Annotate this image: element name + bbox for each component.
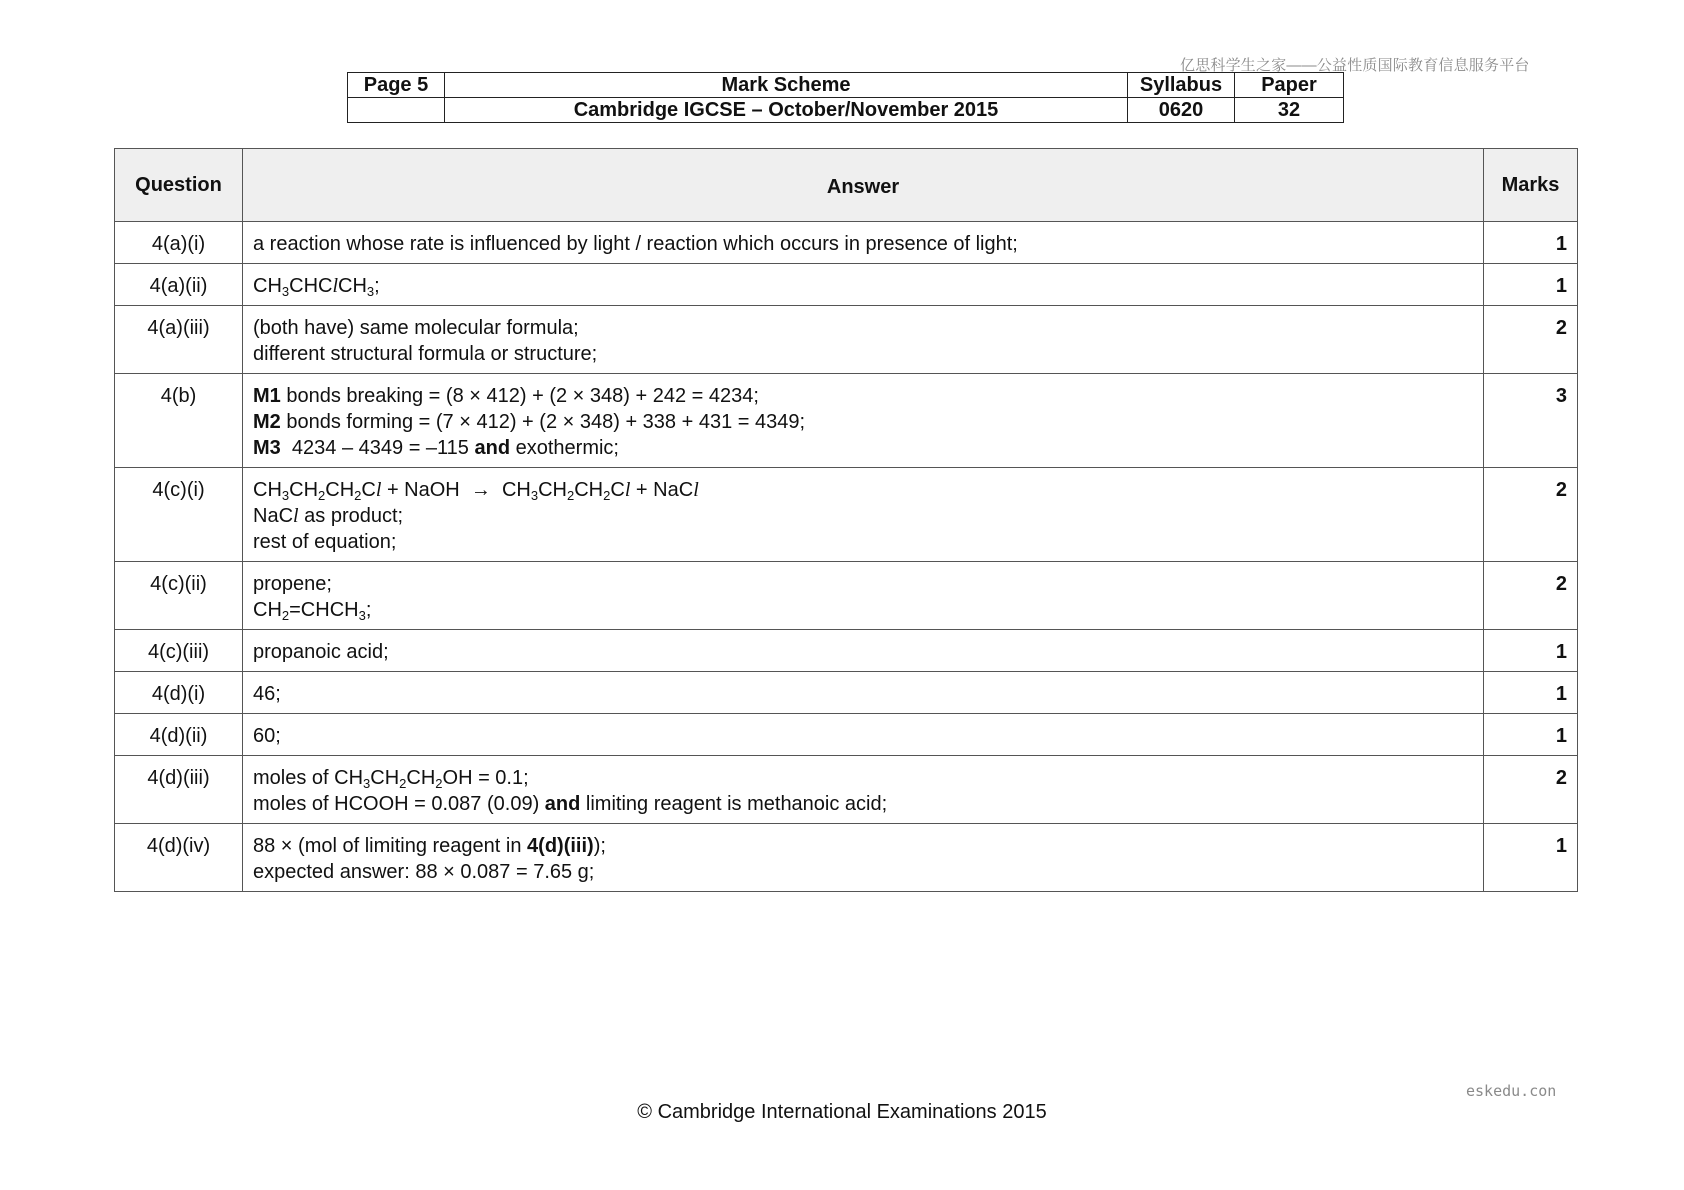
answer-cell: propanoic acid; [243,630,1484,672]
copyright-footer: © Cambridge International Examinations 2015 [637,1101,1047,1123]
marks-cell: 2 [1484,562,1578,630]
marks-cell: 2 [1484,468,1578,562]
question-cell: 4(d)(iv) [115,824,243,892]
column-header-question: Question [115,149,243,222]
marks-cell: 1 [1484,222,1578,264]
answer-cell [243,824,1484,892]
marks-cell: 1 [1484,672,1578,714]
answer-line: moles of $CH_3CH_2CH_2OH = 0.1$; [253,767,529,791]
marks-cell: 1 [1484,264,1578,306]
question-cell: 4(d)(iii) [115,756,243,824]
answer-line: M2 bonds forming = (7 × 412) + (2 × 348) + 338 + 431 = 4349; [253,411,806,433]
watermark-bottom: eskedu.con [1466,1082,1557,1100]
marks-cell: 1 [1484,824,1578,892]
table-row [115,468,1578,562]
answer-cell: 60; [243,714,1484,756]
answer-line: propene; [253,573,332,595]
header-table [347,72,1344,123]
question-cell: 4(c)(iii) [115,630,243,672]
page-number: Page 5 [348,73,445,98]
answer-cell: a reaction whose rate is influenced by light / reaction which occurs in presence of light; [243,222,1484,264]
table-row [115,630,1578,672]
marks-cell: 1 [1484,630,1578,672]
table-row [115,222,1578,264]
marks-cell: 1 [1484,714,1578,756]
table-row [115,824,1578,892]
syllabus-label: Syllabus [1128,73,1235,98]
answer-line: different structural formula or structure; [253,343,598,365]
table-row [115,756,1578,824]
answer-cell [243,562,1484,630]
header-blank-cell [348,98,445,123]
table-row [115,714,1578,756]
answer-cell [243,374,1484,468]
exam-name: Cambridge IGCSE – October/November 2015 [445,98,1128,123]
document-title: Mark Scheme [445,73,1128,98]
table-header-row [115,149,1578,222]
answer-cell [243,306,1484,374]
question-cell: 4(d)(ii) [115,714,243,756]
question-cell: 4(c)(i) [115,468,243,562]
question-cell: 4(a)(ii) [115,264,243,306]
table-row [115,264,1578,306]
answer-cell [243,468,1484,562]
question-cell: 4(b) [115,374,243,468]
answer-line: (both have) same molecular formula; [253,317,579,339]
answer-cell: 46; [243,672,1484,714]
table-row [115,374,1578,468]
marks-cell: 3 [1484,374,1578,468]
equation-line: $CH_3CH_2CH_2Cl$ + NaOH → $CH_3CH_2CH_2Cl$ + NaCl [253,479,699,503]
answer-cell [243,756,1484,824]
answer-line: M1 bonds breaking = (8 × 412) + (2 × 348) + 242 = 4234; [253,385,759,407]
mark-scheme-table [114,148,1578,892]
question-cell: 4(d)(i) [115,672,243,714]
answer-line: $CH_2=CHCH_3$; [253,599,372,623]
question-cell: 4(a)(iii) [115,306,243,374]
answer-line: NaCl as product; [253,505,404,527]
paper-number: 32 [1235,98,1344,123]
question-cell: 4(a)(i) [115,222,243,264]
marks-cell: 2 [1484,306,1578,374]
table-row [115,562,1578,630]
column-header-answer: Answer [243,149,1484,222]
question-cell: 4(c)(ii) [115,562,243,630]
table-row [115,306,1578,374]
answer-line: moles of HCOOH = 0.087 (0.09) and limiting reagent is methanoic acid; [253,793,888,815]
answer-line: expected answer: 88 × 0.087 = 7.65 g; [253,861,595,883]
answer-line: rest of equation; [253,531,397,553]
syllabus-code: 0620 [1128,98,1235,123]
answer-line: 88 × (mol of limiting reagent in 4(d)(iii)); [253,835,606,857]
answer-cell: $CH_3CHClCH_3$; [243,264,1484,306]
paper-label: Paper [1235,73,1344,98]
column-header-marks: Marks [1484,149,1578,222]
table-row [115,672,1578,714]
answer-line: M3 4234 – 4349 = –115 and exothermic; [253,437,619,459]
marks-cell: 2 [1484,756,1578,824]
watermark-top: 亿思科学生之家——公益性质国际教育信息服务平台 [1180,57,1530,74]
